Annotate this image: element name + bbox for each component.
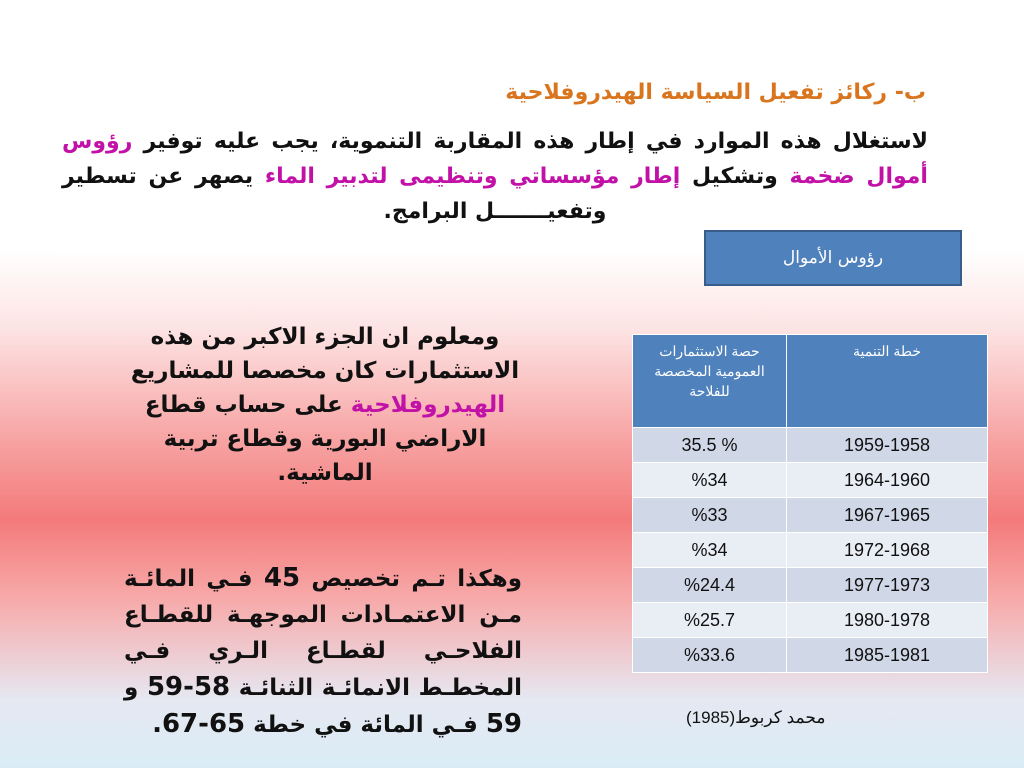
table-cell-share: %24.4 (633, 568, 787, 603)
table-cell-plan: 1972-1968 (787, 533, 988, 568)
table-cell-share: % 35.5 (633, 428, 787, 463)
table-cell-plan: 1964-1960 (787, 463, 988, 498)
table-row (633, 568, 988, 603)
table-cell-share: %25.7 (633, 603, 787, 638)
investment-text-2: على حساب قطاع الاراضي البورية وقطاع تربية الماشية. (144, 392, 487, 486)
table-cell-share: %33.6 (633, 638, 787, 673)
intro-paragraph (62, 124, 928, 229)
table-cell-plan: 1959-1958 (787, 428, 988, 463)
intro-highlight-framework: إطار مؤسساتي وتنظيمى لتدبير الماء (264, 164, 681, 189)
investment-paragraph (128, 320, 522, 490)
table-row (633, 428, 988, 463)
investment-highlight: الهيدروفلاحية (350, 392, 506, 418)
table-cell-share: %33 (633, 498, 787, 533)
allocation-text-3: و (124, 675, 139, 701)
table-cell-plan: 1985-1981 (787, 638, 988, 673)
allocation-number-2: 58-59 (146, 672, 231, 702)
table-header-plan: خطة التنمية (787, 335, 988, 428)
table-row (633, 638, 988, 673)
slide-title: ب- ركائز تفعيل السياسة الهيدروفلاحية (505, 80, 926, 105)
investment-text-1: ومعلوم ان الجزء الاكبر من هذه الاستثمارات كان مخصصا للمشاريع (130, 324, 520, 384)
table-row (633, 498, 988, 533)
table-cell-share: %34 (633, 463, 787, 498)
intro-highlight-capital: رؤوس أموال ضخمة (62, 129, 928, 189)
table-cell-share: %34 (633, 533, 787, 568)
investment-table (632, 334, 988, 673)
allocation-text-4: فـي المائة في خطة (253, 712, 478, 738)
allocation-paragraph (124, 560, 522, 743)
intro-text-3: يصهر عن تسطير وتفعيـــــــل البرامج. (62, 164, 607, 224)
table-row (633, 463, 988, 498)
table-cell-plan: 1967-1965 (787, 498, 988, 533)
allocation-text-1: وهكذا تـم تخصيص (311, 566, 522, 592)
table-cell-plan: 1977-1973 (787, 568, 988, 603)
allocation-number-3: 59 (485, 709, 522, 739)
table-row (633, 603, 988, 638)
intro-text-1: لاستغلال هذه الموارد في إطار هذه المقاربة التنموية، يجب عليه توفير (143, 129, 928, 154)
table-row (633, 533, 988, 568)
capital-caption-box (704, 230, 962, 286)
allocation-number-4: 65-67. (152, 709, 246, 739)
capital-caption-label: رؤوس الأموال (782, 248, 884, 268)
table-cell-plan: 1980-1978 (787, 603, 988, 638)
table-header-row (633, 335, 988, 428)
allocation-text-2: فـي المائـة مـن الاعتمـادات الموجهـة للقطـاع الفلاحـي لقطـاع الـري فـي المخطـط الانمائـة الثنائـة (124, 566, 523, 701)
intro-text-2: وتشكيل (692, 164, 778, 189)
source-citation: محمد كربوط(1985) (686, 708, 826, 727)
allocation-number-1: 45 (263, 563, 301, 593)
table-header-share: حصة الاستثمارات العمومية المخصصة للفلاحة (633, 335, 787, 428)
